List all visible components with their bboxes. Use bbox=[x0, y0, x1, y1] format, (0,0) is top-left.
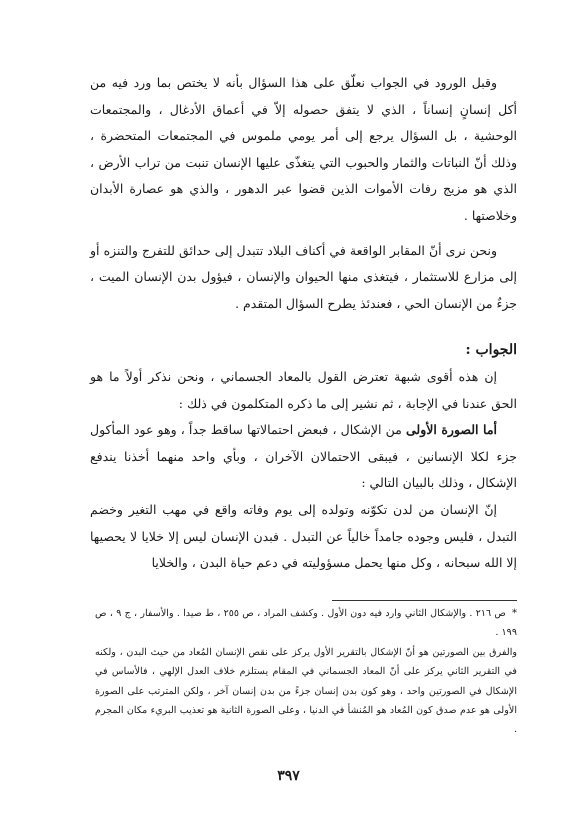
footnote-line bbox=[95, 604, 517, 643]
footnote-marker: * bbox=[512, 608, 517, 619]
paragraph-intro: وقبل الورود في الجواب نعلّق على هذا السؤال بأنه لا يختص بما ورد فيه من أكل إنسانٍ إنساناً ، الذي لا يتفق حصوله إلاّ في أعماق الأدغال ، والمجتمعات الوحشية ، بل السؤال يرجع إلى أمر يومي ملموس في المجتمعات المتحضرة ، وذلك أنّ النباتات والثمار والحبوب التي يتغذّى عليها الإنسان تنبت من تراب الأرض ، الذي هو مزيج رفات الأموات الذين قضوا عبر الدهور ، والذي هو عصارة الأبدان وخلاصتها . bbox=[90, 75, 517, 223]
footnote-text-references: ص ٢١٦ . والإشكال الثاني وارد فيه دون الأول . وكشف المراد ، ص ٢٥٥ ، ط صيدا . والأسفار ، ج ٩ ، ص ١٩٩ . bbox=[95, 608, 517, 639]
paragraph-answer: إن هذه أقوى شبهة تعترض القول بالمعاد الجسماني ، ونحن نذكر أولاً ما هو الحق عندنا في الإجابة ، ثم نشير إلى ما ذكره المتكلمون في ذلك : bbox=[90, 368, 517, 411]
footnote-line: والفرق بين الصورتين هو أنّ الإشكال بالتقرير الأول يركز على نقص الإنسان المُعاد من حيث البدن ، ولكنه في التقرير الثاني يركز على أنّ المعاد الجسماني في المقام يستلزم خلاف العدل الإلهي ، فالأساس في الإشكال في الصورتين واحد ، وهو كون بدن إنسان جزءً من بدن إنسان آخر ، ولكن المترتب على الصورة الأولى هو عدم صدق كون المُعاد هو المُنشأ في الدنيا ، وعلى الصورة الثانية هو تعذيب البريء مكان المجرم . bbox=[95, 646, 517, 736]
page-number: ٣٩٧ bbox=[277, 768, 300, 784]
paragraph-change: إنّ الإنسان من لدن تكوّنه وتولده إلى يوم وفاته واقع في مهب التغير وخضم التبدل ، فليس وجوده جامداً خالياً عن التبدل . فبدن الإنسان ليس إلا خلايا لا يحصيها إلا الله سبحانه ، وكل منها يحمل مسؤوليته في دعم حياة البدن ، والخلايا bbox=[90, 501, 517, 571]
first-form-text: من الإشكال ، فبعض احتمالاتها ساقط جداً ، وهو عود المأكول جزء لكلا الإنسانين ، فيبقى الاحتمالان الآخران ، وبأي واحد منهما أخذنا يندفع الإشكال ، وذلك بالبيان التالي : bbox=[90, 422, 517, 491]
footnote-separator bbox=[332, 600, 517, 601]
answer-heading: الجواب : bbox=[465, 342, 517, 359]
first-form-label: أما الصورة الأولى bbox=[406, 422, 497, 438]
paragraph-cemeteries: ونحن نرى أنّ المقابر الواقعة في أكناف البلاد تتبدل إلى حدائق للتفرج والتنزه أو إلى مزارع للاستثمار ، فيتغذى منها الحيوان والإنسان ، فيؤول بدن الإنسان الميت ، جزءٌ من الإنسان الحي ، فعندئذ يطرح السؤال المتقدم . bbox=[90, 242, 517, 311]
paragraph-first-form bbox=[90, 417, 517, 497]
main-text bbox=[90, 70, 517, 577]
footnotes bbox=[95, 604, 517, 740]
